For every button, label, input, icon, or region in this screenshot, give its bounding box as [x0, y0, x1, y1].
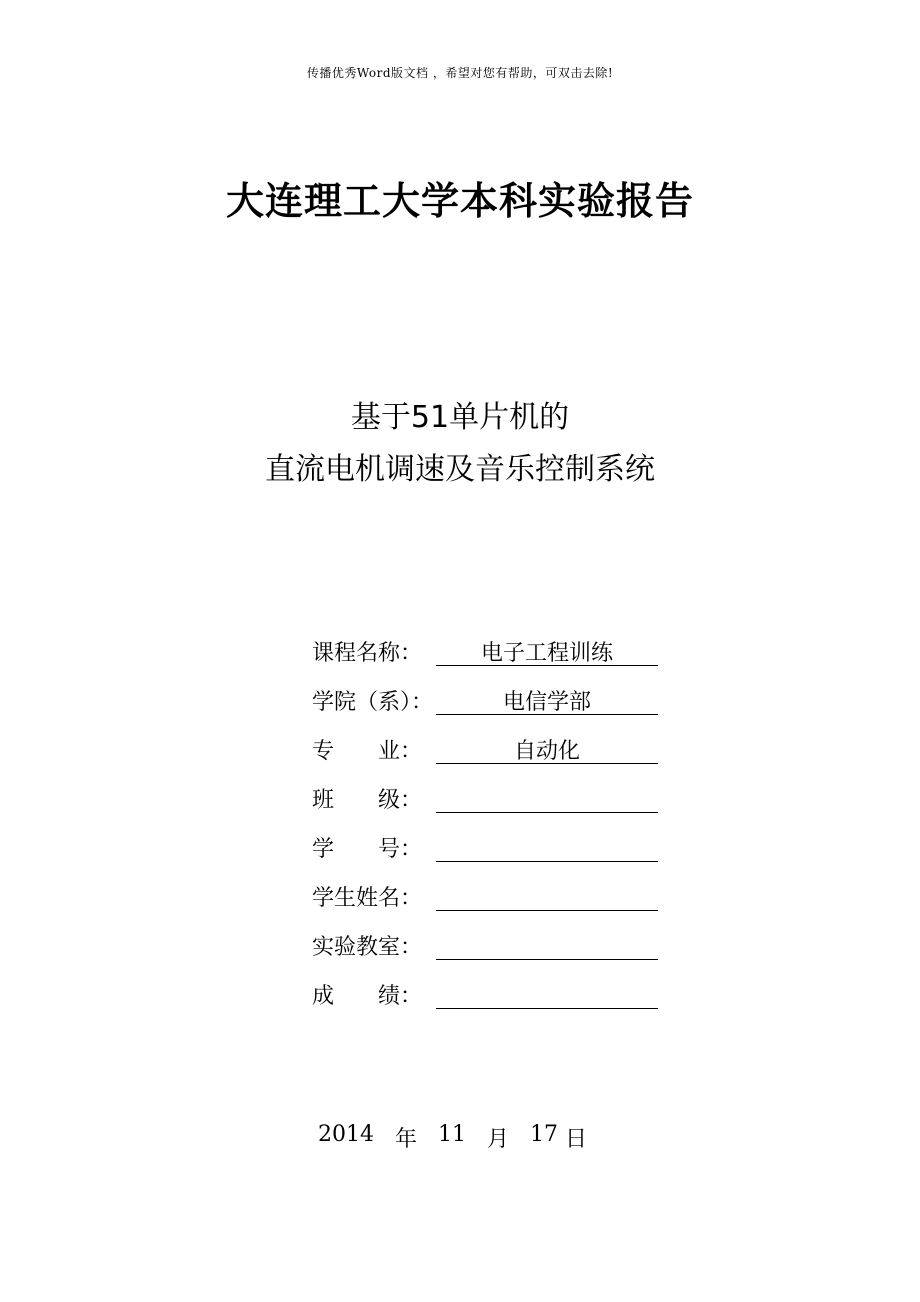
- subtitle-line-2: 直流电机调速及音乐控制系统: [265, 452, 655, 487]
- info-value-student-id: [436, 832, 658, 862]
- info-value-college: 电信学部: [436, 685, 658, 715]
- header-note: 传播优秀Word版文档 ，希望对您有帮助，可双击去除!: [306, 66, 614, 80]
- info-label: 学院（系）：: [312, 690, 434, 715]
- info-row-course: [312, 636, 672, 685]
- date-year-unit: 年: [394, 1127, 417, 1152]
- info-label: 课程名称：: [312, 641, 423, 666]
- report-date: [318, 1122, 587, 1153]
- info-row-grade: [312, 979, 672, 1028]
- info-label: 班 级：: [312, 788, 423, 813]
- info-value-lab-room: [436, 930, 658, 960]
- info-label: 实验教室：: [312, 935, 423, 960]
- info-value-grade: [436, 979, 658, 1009]
- info-row-major: [312, 734, 672, 783]
- info-value-class: [436, 783, 658, 813]
- info-row-college: [312, 685, 672, 734]
- date-day-unit: 日: [564, 1127, 587, 1152]
- info-label: 学 号：: [312, 837, 423, 862]
- info-value-major: 自动化: [436, 734, 658, 764]
- info-label: 成 绩：: [312, 984, 423, 1009]
- info-label: 专 业：: [312, 739, 423, 764]
- info-row-class: [312, 783, 672, 832]
- info-table: [312, 636, 672, 1028]
- date-month: 11: [437, 1122, 466, 1147]
- info-row-student-name: [312, 881, 672, 930]
- date-month-unit: 月: [486, 1127, 509, 1152]
- info-label: 学生姓名：: [312, 886, 423, 911]
- info-row-lab-room: [312, 930, 672, 979]
- info-value-student-name: [436, 881, 658, 911]
- info-value-course: 电子工程训练: [436, 636, 658, 666]
- date-day: 17: [529, 1122, 558, 1147]
- info-row-student-id: [312, 832, 672, 881]
- report-title: 大连理工大学本科实验报告: [225, 179, 694, 223]
- date-year: 2014: [318, 1122, 374, 1147]
- subtitle-line-1: 基于51单片机的: [350, 400, 570, 435]
